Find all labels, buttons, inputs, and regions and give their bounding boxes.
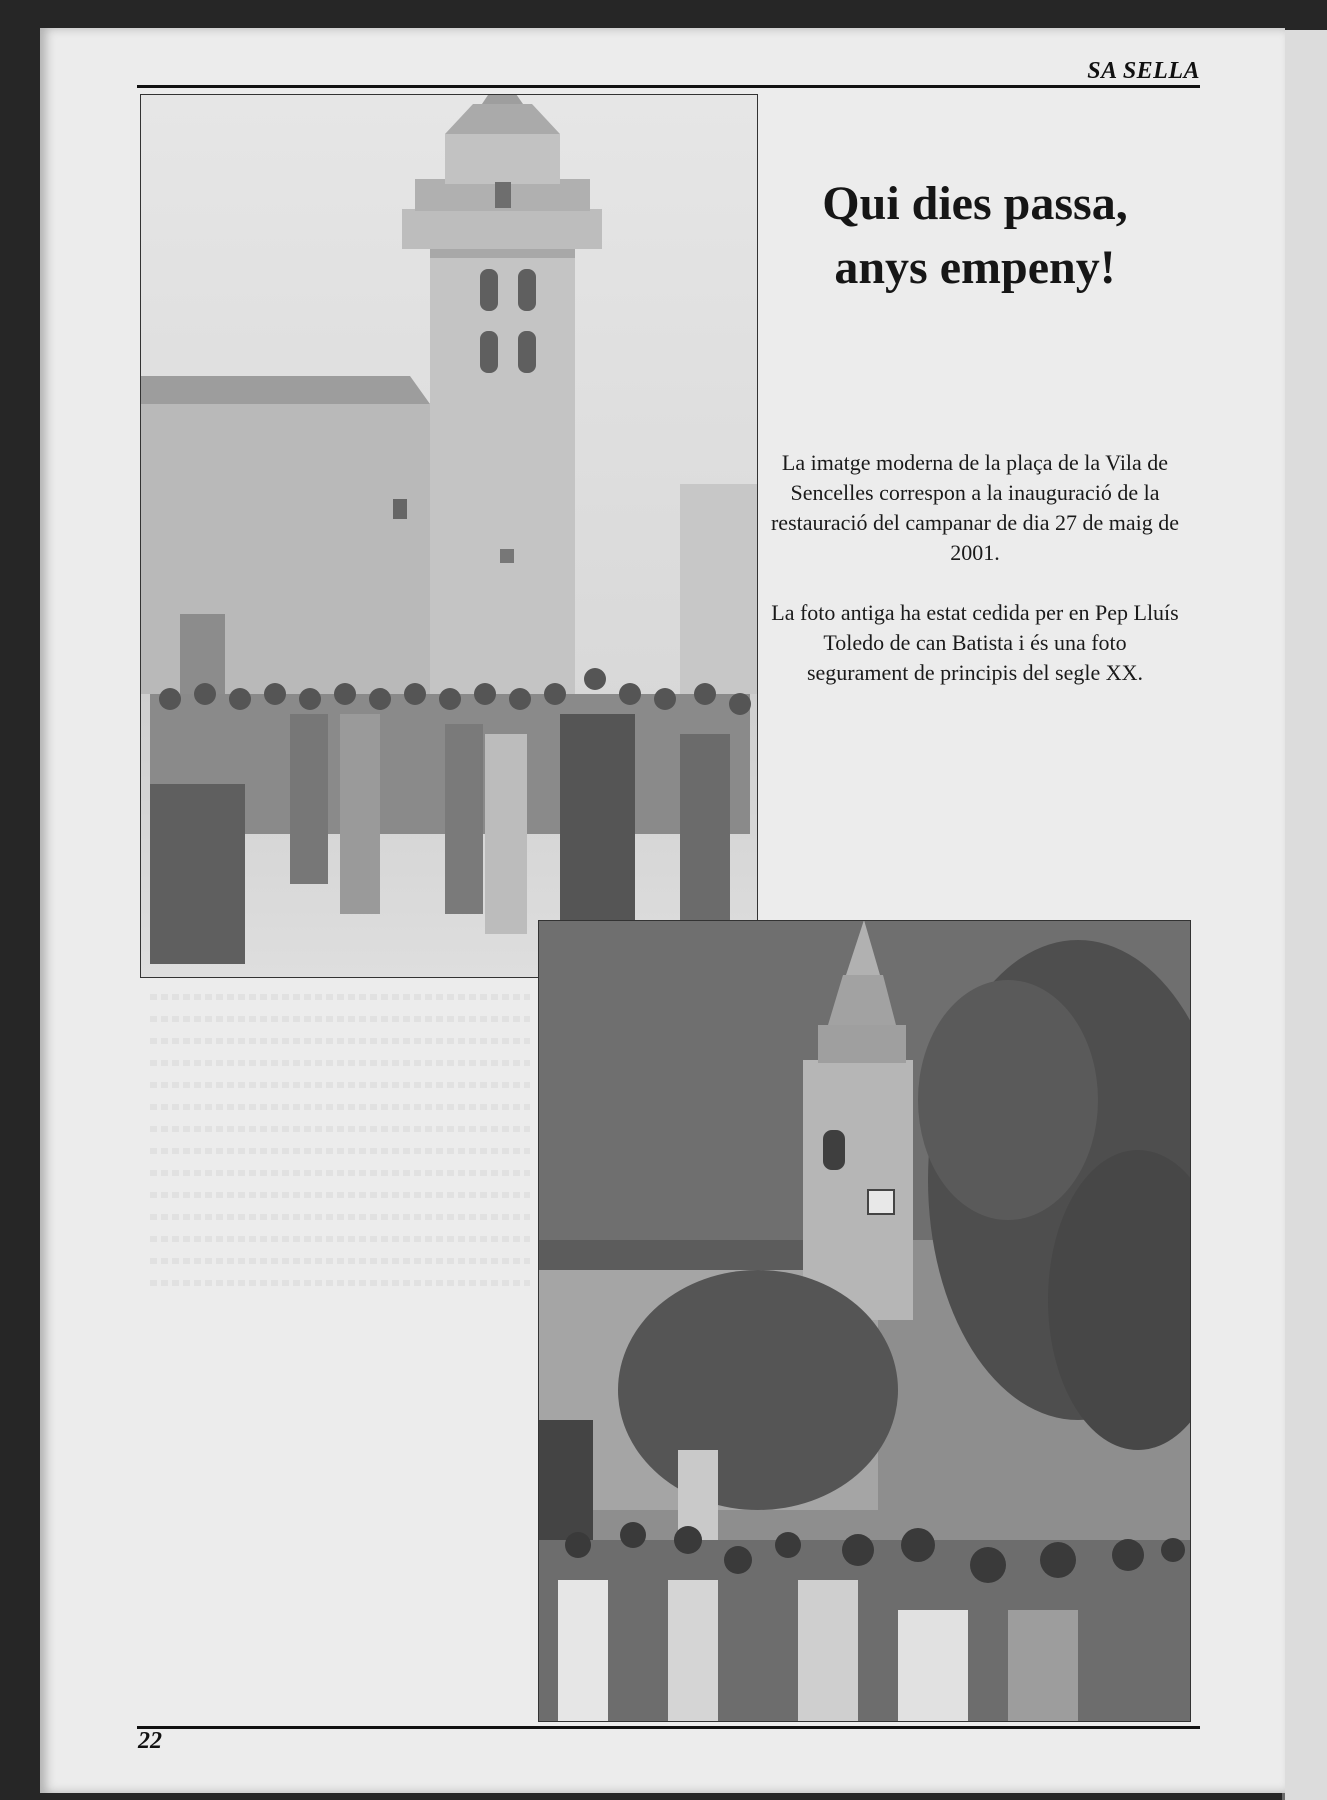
footer-rule [137,1726,1200,1729]
page-number: 22 [138,1728,162,1754]
old-photo-church-square [140,94,758,978]
header-rule [137,85,1200,88]
show-through-text [150,980,530,1302]
caption-paragraph-old-photo: La foto antiga ha estat cedida per en Pep Lluís Toledo de can Batista i és una foto segurament de principis del segle XX. [771,600,1179,685]
article-title [770,172,1180,300]
magazine-name: SA SELLA [1087,58,1200,84]
caption-paragraph-modern-photo: La imatge moderna de la plaça de la Vila de Sencelles correspon a la inauguració de la restauració del campanar de dia 27 de maig de 2001. [770,450,1180,565]
title-line-1: Qui dies passa, [822,177,1128,230]
title-line-2: anys empeny! [834,241,1116,294]
photo-caption [770,448,1180,718]
facing-page-edge [1282,30,1327,1800]
modern-photo-church-square [538,920,1191,1722]
